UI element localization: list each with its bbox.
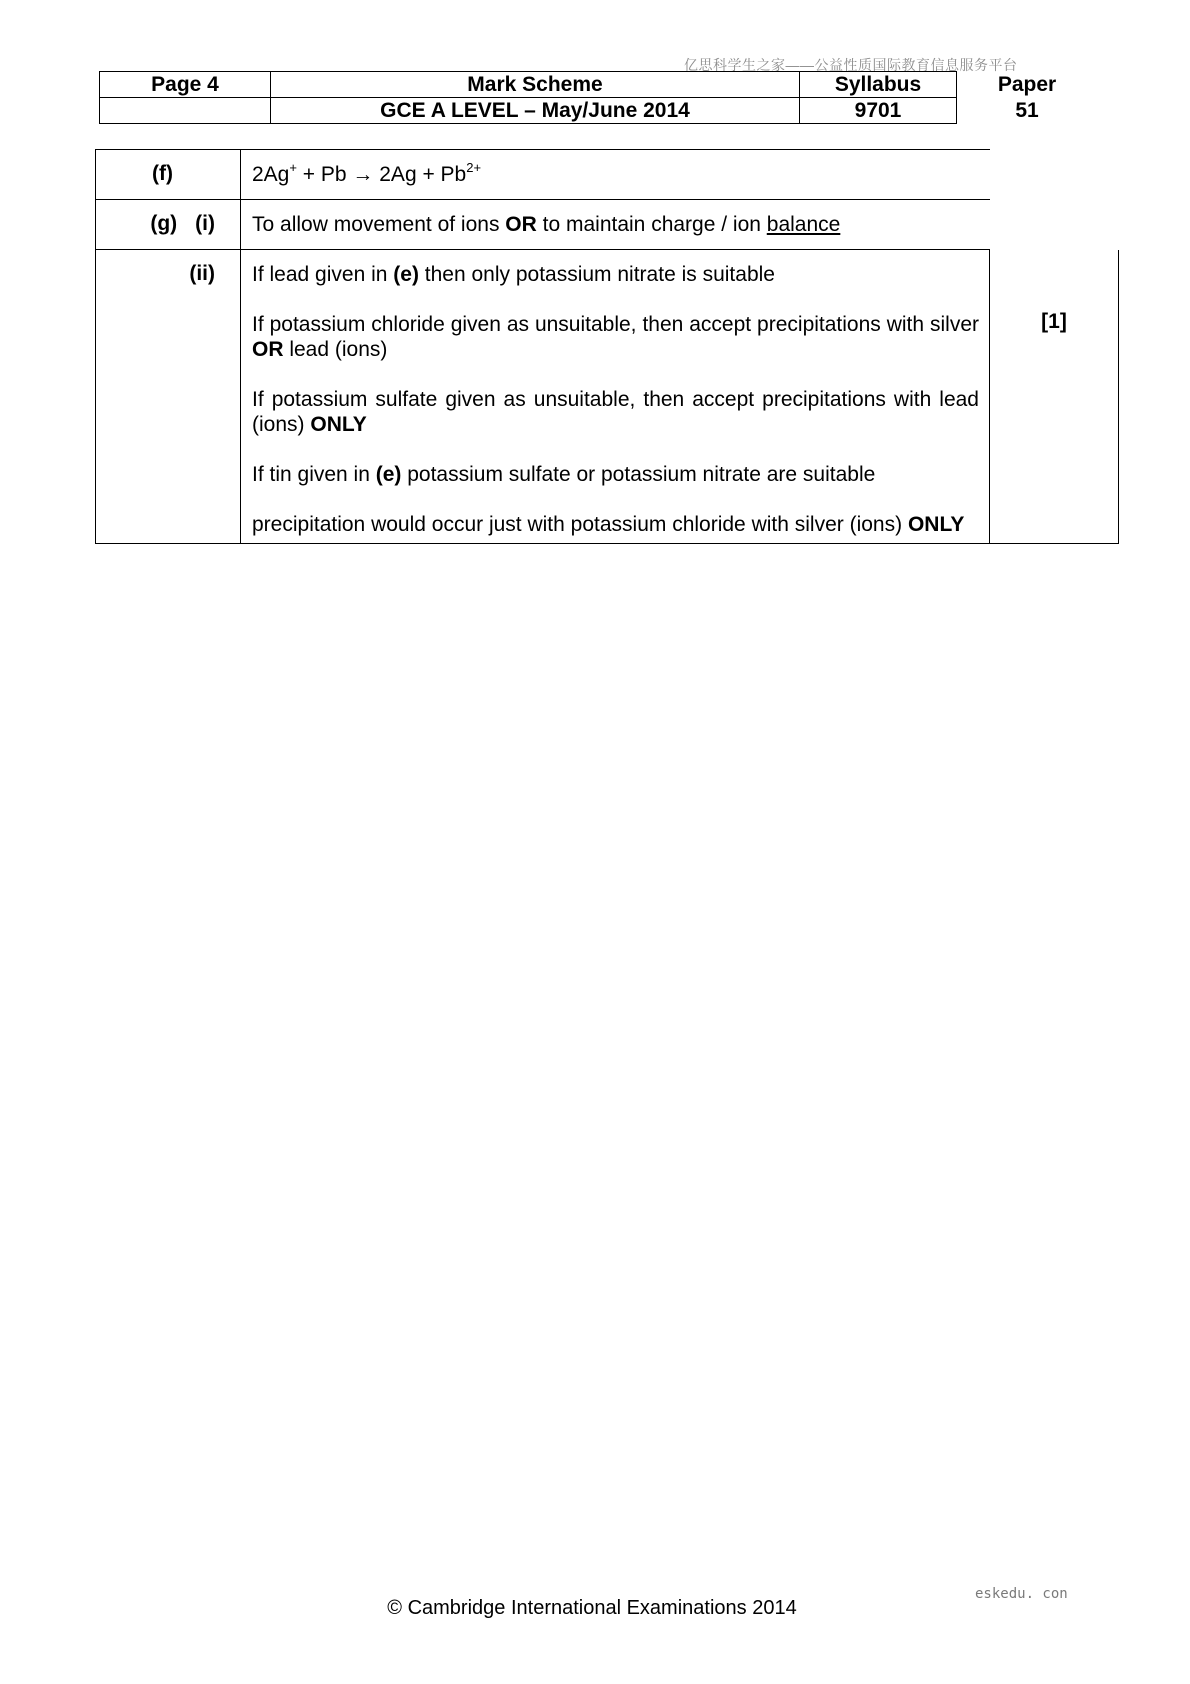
question-row-f <box>96 150 1119 200</box>
question-label: (f) <box>152 162 173 185</box>
mark-cell <box>990 250 1119 544</box>
mark-value: [1] <box>1041 309 1067 333</box>
answer-paragraph <box>252 262 979 287</box>
watermark-bottom: eskedu. con <box>975 1586 1068 1602</box>
text-run: If potassium chloride given as unsuitable, then accept precipitations with silver <box>252 313 979 336</box>
eq-superscript: 2+ <box>466 160 482 175</box>
question-row-g-ii <box>96 250 1119 544</box>
question-label-cell <box>96 250 241 544</box>
text-run: then only potassium nitrate is suitable <box>418 263 775 286</box>
eq-superscript: + <box>289 160 297 175</box>
mark-scheme-table <box>95 149 1119 544</box>
answer-text <box>252 200 980 237</box>
footer <box>0 1597 1190 1620</box>
text-run: To allow movement of ions <box>252 213 506 236</box>
question-label <box>150 200 215 236</box>
question-label-i: (i) <box>195 212 215 235</box>
bold-run: ONLY <box>907 513 965 536</box>
question-row-g-i <box>96 200 1119 250</box>
bold-run: OR <box>252 338 284 361</box>
question-label-cell <box>96 200 241 250</box>
bold-run: ONLY <box>310 413 367 436</box>
eq-part: 2Ag <box>252 163 290 186</box>
answer-cell <box>241 200 990 250</box>
text-run: If tin given in <box>252 463 376 486</box>
answer-paragraph <box>252 387 979 437</box>
copyright-text: © Cambridge International Examinations 2014 <box>387 1597 797 1619</box>
mark-cell <box>990 200 1119 250</box>
underlined-run: balance <box>766 213 841 236</box>
page-label: Page 4 <box>100 72 271 98</box>
header-row-1 <box>100 72 1098 98</box>
mark-scheme-label: Mark Scheme <box>271 72 800 98</box>
mark-cell <box>990 150 1119 200</box>
header-row-2 <box>100 98 1098 124</box>
question-label: (ii) <box>189 262 215 285</box>
answer-paragraph <box>252 462 979 487</box>
header-table <box>99 71 1097 124</box>
text-run: lead (ions) <box>283 338 388 361</box>
paper-cell <box>957 72 1098 124</box>
answer-paragraph <box>252 312 979 362</box>
answer-cell <box>241 150 990 200</box>
text-run: If potassium sulfate given as unsuitable, then accept precipitations with lead (ions) <box>252 388 979 436</box>
text-run: to maintain charge / ion <box>536 213 767 236</box>
bold-run: (e) <box>375 463 402 486</box>
text-run: precipitation would occur just with potassium chloride with silver (ions) <box>252 513 908 536</box>
exam-title: GCE A LEVEL – May/June 2014 <box>271 98 800 124</box>
syllabus-value: 9701 <box>800 98 957 124</box>
syllabus-label: Syllabus <box>800 72 957 98</box>
bold-run: OR <box>505 213 537 236</box>
paper-value: 51 <box>1015 98 1039 122</box>
text-run: potassium sulfate or potassium nitrate are suitable <box>401 463 876 486</box>
watermark-top: 亿思科学生之家——公益性质国际教育信息服务平台 <box>684 57 1018 73</box>
paper-label: Paper <box>997 72 1057 96</box>
answer-paragraph <box>252 512 979 537</box>
text-run: If lead given in <box>252 263 394 286</box>
eq-part: + Pb → 2Ag + Pb <box>296 163 467 186</box>
page-value <box>100 98 271 124</box>
question-label-cell <box>96 150 241 200</box>
answer-cell <box>241 250 990 544</box>
question-label-g: (g) <box>150 212 178 235</box>
equation <box>252 150 980 187</box>
bold-run: (e) <box>393 263 419 286</box>
